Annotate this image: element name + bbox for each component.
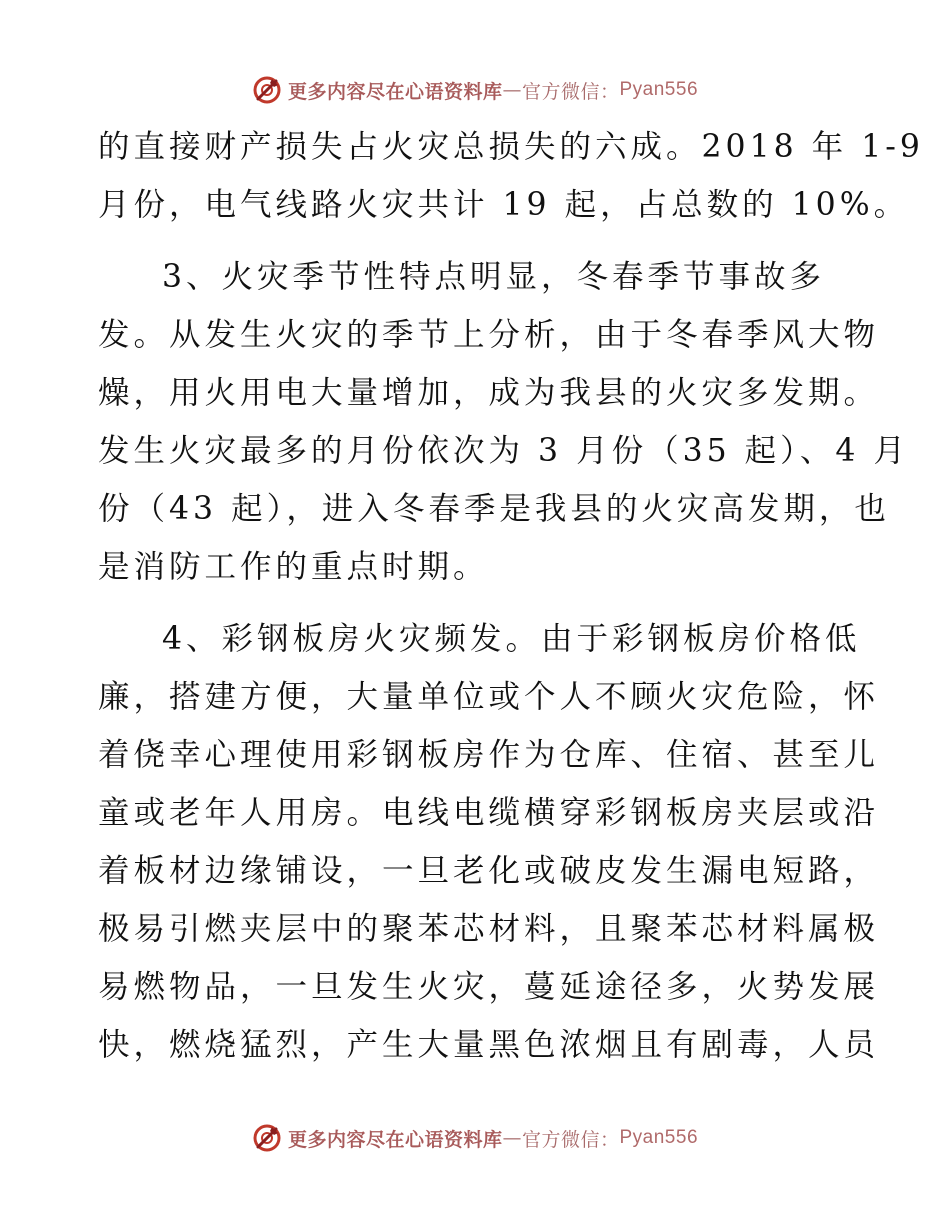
footer-wechat-label: 官方微信： <box>521 1128 620 1151</box>
text-line: 发。从发生火灾的季节上分析，由于冬春季风大物 <box>98 317 880 353</box>
header-wechat-label: 官方微信： <box>521 80 620 103</box>
text-line: 的直接财产损失占火灾总损失的六成。2018 年 1-9 <box>98 129 924 165</box>
brand-logo-icon <box>252 75 282 105</box>
text-line: 月份，电气线路火灾共计 19 起，占总数的 10%。 <box>98 187 910 223</box>
footer-dash: — <box>502 1127 522 1149</box>
text-line: 着侥幸心理使用彩钢板房作为仓库、住宿、甚至儿 <box>98 737 880 773</box>
text-line: 廉，搭建方便，大量单位或个人不顾火灾危险，怀 <box>98 679 880 715</box>
footer-wechat-id: Pyan556 <box>619 1127 699 1148</box>
text-line: 易燃物品，一旦发生火灾，蔓延途径多，火势发展 <box>98 969 880 1005</box>
text-line: 极易引燃夹层中的聚苯芯材料，且聚苯芯材料属极 <box>98 911 880 947</box>
footer-brand-text: 更多内容尽在心语资料库 <box>287 1128 503 1151</box>
paragraph-2 <box>98 248 909 596</box>
text-line: 燥，用火用电大量增加，成为我县的火灾多发期。 <box>98 375 880 411</box>
footer-banner <box>0 1118 950 1158</box>
text-line: 份（43 起），进入冬春季是我县的火灾高发期，也 <box>98 491 890 527</box>
text-line: 着板材边缘铺设，一旦老化或破皮发生漏电短路， <box>98 853 880 889</box>
header-brand-text: 更多内容尽在心语资料库 <box>287 80 503 103</box>
header-dash: — <box>502 79 522 101</box>
text-line: 是消防工作的重点时期。 <box>98 549 489 585</box>
paragraph-3 <box>98 610 880 1074</box>
document-body <box>98 118 924 1074</box>
text-line: 3、火灾季节性特点明显，冬春季节事故多 <box>162 259 826 295</box>
header-banner <box>0 70 950 110</box>
text-line: 快，燃烧猛烈，产生大量黑色浓烟且有剧毒，人员 <box>98 1027 880 1063</box>
text-line: 发生火灾最多的月份依次为 3 月份（35 起）、4 月 <box>98 433 909 469</box>
paragraph-1 <box>98 118 924 234</box>
text-line: 童或老年人用房。电线电缆横穿彩钢板房夹层或沿 <box>98 795 880 831</box>
brand-logo-icon <box>252 1123 282 1153</box>
header-wechat-id: Pyan556 <box>619 79 699 100</box>
text-line: 4、彩钢板房火灾频发。由于彩钢板房价格低 <box>162 621 861 657</box>
